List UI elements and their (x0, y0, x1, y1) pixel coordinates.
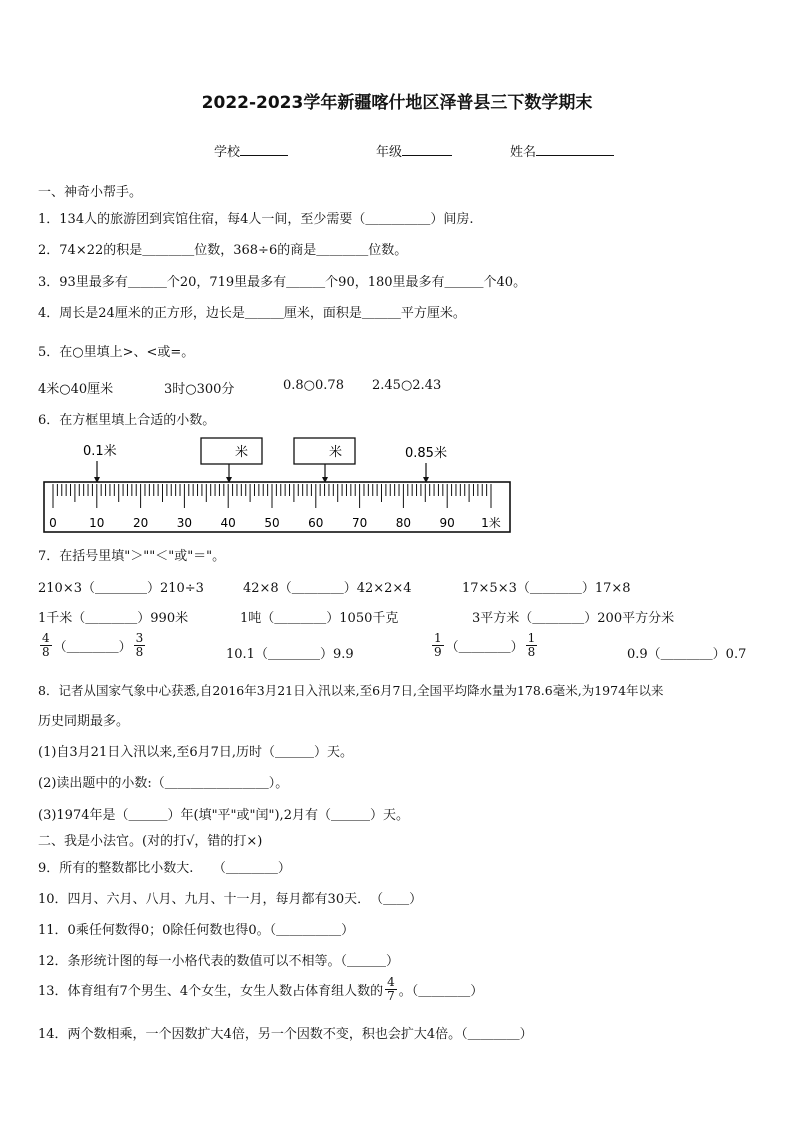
school-label: 学校 (214, 145, 241, 160)
page-title: 2022-2023学年新疆喀什地区泽普县三下数学期末 (201, 93, 593, 113)
question-6: 6．在方框里填上合适的小数。 (38, 413, 216, 428)
question-8-part-3: (3)1974年是（＿＿＿）年(填"平"或"闰"),2月有（＿＿＿）天。 (38, 808, 409, 823)
school-field (214, 141, 288, 160)
question-5-item: 3时○300分 (164, 382, 235, 397)
question-4: 4．周长是24厘米的正方形，边长是＿＿＿厘米，面积是＿＿＿平方厘米。 (38, 306, 466, 321)
ruler-tick-label: 0 (49, 516, 57, 530)
fraction: $\frac{1}{9}$ (434, 631, 442, 659)
ruler-tick-label: 50 (264, 516, 280, 530)
question-9: 9．所有的整数都比小数大. （＿＿＿＿） (38, 861, 291, 876)
question-7-item: 17×5×3（＿＿＿＿）17×8 (462, 581, 631, 596)
name-field (510, 141, 614, 160)
ruler-tick-label: 1米 (481, 516, 501, 530)
question-7-fraction-compare-1: $\frac{4}{8}$ （＿＿＿＿） $\frac{3}{8}$ (42, 631, 144, 659)
question-5: 5．在○里填上>、<或=。 (38, 345, 195, 360)
fraction: $\frac{1}{8}$ (527, 631, 536, 659)
ruler-tick-label: 30 (176, 516, 193, 530)
question-3: 3．93里最多有＿＿＿个20，719里最多有＿＿＿个90，180里最多有＿＿＿个40。 (38, 275, 527, 290)
ruler-tick-label: 80 (395, 516, 412, 530)
question-7: 7．在括号里填"＞""＜"或"＝"。 (38, 549, 226, 564)
ruler-label-left: 0.1米 (83, 444, 117, 459)
question-11: 11．0乘任何数得0；0除任何数也得0。（＿＿＿＿＿） (38, 923, 355, 938)
question-7-item: 10.1（＿＿＿＿）9.9 (226, 647, 354, 662)
question-8: 8．记者从国家气象中心获悉,自2016年3月21日入汛以来,至6月7日,全国平均降水量为178.6毫米,为1974年以来 (38, 683, 664, 698)
question-5-item: 4米○40厘米 (38, 382, 114, 397)
answer-box-2[interactable] (294, 438, 355, 464)
fraction: $\frac{4}{7}$ (387, 975, 395, 1003)
grade-field (376, 141, 452, 160)
ruler-tick-label: 40 (220, 516, 236, 530)
ruler-figure (40, 432, 515, 537)
ruler-tick-label: 70 (351, 516, 368, 530)
answer-box-1-unit: 米 (235, 445, 249, 460)
answer-box-1[interactable] (201, 438, 262, 464)
question-2: 2．74×22的积是＿＿＿＿位数，368÷6的商是＿＿＿＿位数。 (38, 243, 408, 258)
ruler-tick-label: 60 (308, 516, 324, 530)
question-5-item: 2.45○2.43 (372, 378, 442, 393)
question-12: 12．条形统计图的每一小格代表的数值可以不相等。（＿＿＿） (38, 954, 400, 969)
question-10: 10．四月、六月、八月、九月、十一月，每月都有30天． （＿＿） (38, 892, 423, 907)
question-5-item: 0.8○0.78 (283, 378, 344, 393)
section-1-heading: 一、神奇小帮手。 (38, 185, 143, 200)
question-7-item: 0.9（＿＿＿＿）0.7 (627, 647, 747, 662)
question-8-part-2: (2)读出题中的小数:（＿＿＿＿＿＿＿＿）。 (38, 776, 289, 791)
name-label: 姓名 (510, 145, 537, 160)
section-2-heading: 二、我是小法官。(对的打√，错的打×) (38, 834, 263, 849)
question-8-part-1: (1)自3月21日入汛以来,至6月7日,历时（＿＿＿）天。 (38, 745, 354, 760)
question-13: 13．体育组有7个男生、4个女生，女生人数占体育组人数的 $\frac{4}{7}$ 。（＿＿＿＿） (38, 975, 484, 1003)
question-7-item: 42×8（＿＿＿＿）42×2×4 (243, 581, 412, 596)
ruler-tick-label: 20 (132, 516, 149, 530)
ruler-label-right: 0.85米 (405, 446, 447, 461)
fraction: $\frac{4}{8}$ (42, 631, 50, 659)
question-1: 1．134人的旅游团到宾馆住宿，每4人一间，至少需要（＿＿＿＿＿）间房. (38, 212, 474, 227)
question-7-item: 1吨（＿＿＿＿）1050千克 (240, 611, 399, 626)
question-7-fraction-compare-2: $\frac{1}{9}$ （＿＿＿＿） $\frac{1}{8}$ (434, 631, 536, 659)
grade-label: 年级 (376, 145, 403, 160)
ruler-tick-label: 10 (89, 516, 105, 530)
question-14: 14．两个数相乘，一个因数扩大4倍，另一个因数不变，积也会扩大4倍。（＿＿＿＿） (38, 1027, 533, 1042)
question-7-item: 3平方米（＿＿＿＿）200平方分米 (472, 611, 675, 626)
question-8-cont: 历史同期最多。 (38, 714, 130, 729)
question-7-item: 1千米（＿＿＿＿）990米 (38, 611, 189, 626)
ruler-tick-label: 90 (439, 516, 455, 530)
fraction: $\frac{3}{8}$ (135, 631, 144, 659)
question-7-item: 210×3（＿＿＿＿）210÷3 (38, 581, 204, 596)
answer-box-2-unit: 米 (329, 445, 343, 460)
